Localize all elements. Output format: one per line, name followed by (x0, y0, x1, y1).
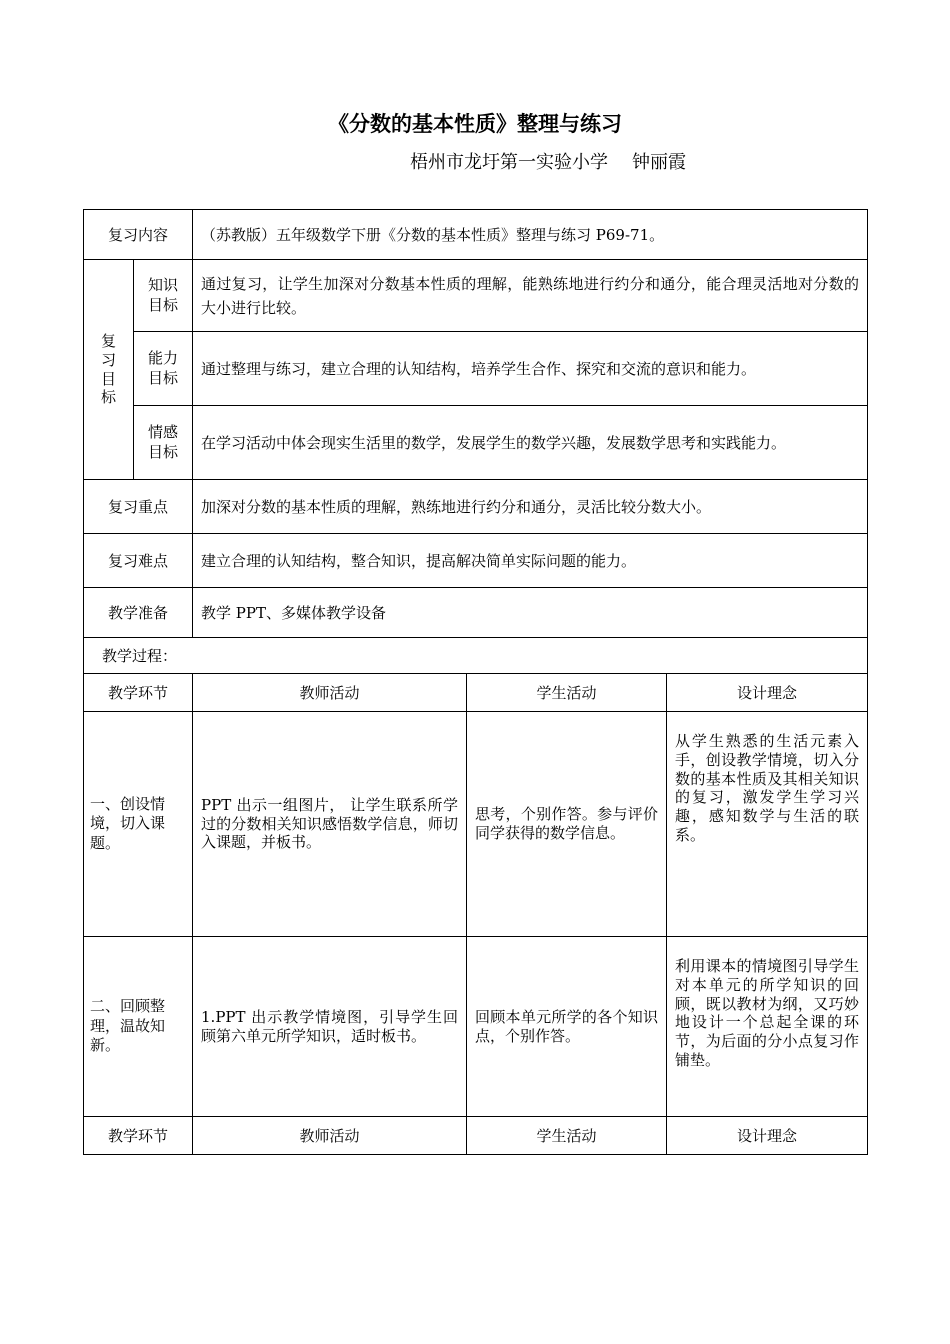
footer-idea: 设计理念 (667, 1117, 868, 1155)
difficulty-row (84, 534, 868, 588)
student-activity-cell: 回顾本单元所学的各个知识点，个别作答。 (467, 937, 667, 1117)
process-row (84, 712, 868, 937)
process-footer-row (84, 1117, 868, 1155)
footer-student: 学生活动 (467, 1117, 667, 1155)
ability-goal-label: 能力 目标 (134, 332, 193, 406)
teacher-activity-cell: PPT 出示一组图片， 让学生联系所学过的分数相关知识感悟数学信息，师切入课题，并板书。 (193, 712, 467, 937)
teacher-activity-cell: 1.PPT 出示教学情境图，引导学生回顾第六单元所学知识，适时板书。 (193, 937, 467, 1117)
process-label: 教学过程： (84, 638, 868, 674)
student-activity-cell: 思考，个别作答。参与评价同学获得的数学信息。 (467, 712, 667, 937)
content-label: 复习内容 (84, 210, 193, 260)
header-teacher: 教师活动 (193, 674, 467, 712)
difficulty-label: 复习难点 (84, 534, 193, 588)
school-name: 梧州市龙圩第一实验小学 (410, 152, 608, 173)
prep-label: 教学准备 (84, 588, 193, 638)
design-idea-cell: 从学生熟悉的生活元素入手，创设教学情境，切入分数的基本性质及其相关知识的复习，激发学生学习兴趣，感知数学与生活的联系。 (667, 712, 868, 937)
content-row (84, 210, 868, 260)
prep-row (84, 588, 868, 638)
focus-text: 加深对分数的基本性质的理解，熟练地进行约分和通分，灵活比较分数大小。 (193, 480, 868, 534)
prep-text: 教学 PPT、多媒体教学设备 (193, 588, 868, 638)
goal-row (84, 260, 868, 332)
footer-teacher: 教师活动 (193, 1117, 467, 1155)
ability-goal-text: 通过整理与练习，建立合理的认知结构，培养学生合作、探究和交流的意识和能力。 (193, 332, 868, 406)
header-idea: 设计理念 (667, 674, 868, 712)
lesson-plan-table (83, 209, 868, 1155)
stage-cell: 二、回顾整理，温故知新。 (84, 937, 193, 1117)
difficulty-text: 建立合理的认知结构，整合知识，提高解决简单实际问题的能力。 (193, 534, 868, 588)
process-row (84, 937, 868, 1117)
design-idea-cell: 利用课本的情境图引导学生对本单元的所学知识的回顾，既以教材为纲，又巧妙地设计一个总起全课的环节，为后面的分小点复习作铺垫。 (667, 937, 868, 1117)
author-line (410, 148, 710, 174)
footer-stage: 教学环节 (84, 1117, 193, 1155)
process-header-row (84, 674, 868, 712)
stage-cell: 一、创设情境，切入课题。 (84, 712, 193, 937)
goal-row (84, 406, 868, 480)
page-title: 《分数的基本性质》整理与练习 (328, 112, 622, 136)
knowledge-goal-label: 知识 目标 (134, 260, 193, 332)
goals-label: 复 习 目 标 (84, 260, 134, 480)
teacher-name: 钟丽霞 (632, 152, 686, 173)
process-label-row (84, 638, 868, 674)
goal-row (84, 332, 868, 406)
content-text: （苏教版）五年级数学下册《分数的基本性质》整理与练习 P69-71。 (193, 210, 868, 260)
header-stage: 教学环节 (84, 674, 193, 712)
emotion-goal-text: 在学习活动中体会现实生活里的数学，发展学生的数学兴趣，发展数学思考和实践能力。 (193, 406, 868, 480)
focus-row (84, 480, 868, 534)
header-student: 学生活动 (467, 674, 667, 712)
knowledge-goal-text: 通过复习，让学生加深对分数基本性质的理解，能熟练地进行约分和通分，能合理灵活地对分数的大小进行比较。 (193, 260, 868, 332)
emotion-goal-label: 情感 目标 (134, 406, 193, 480)
focus-label: 复习重点 (84, 480, 193, 534)
